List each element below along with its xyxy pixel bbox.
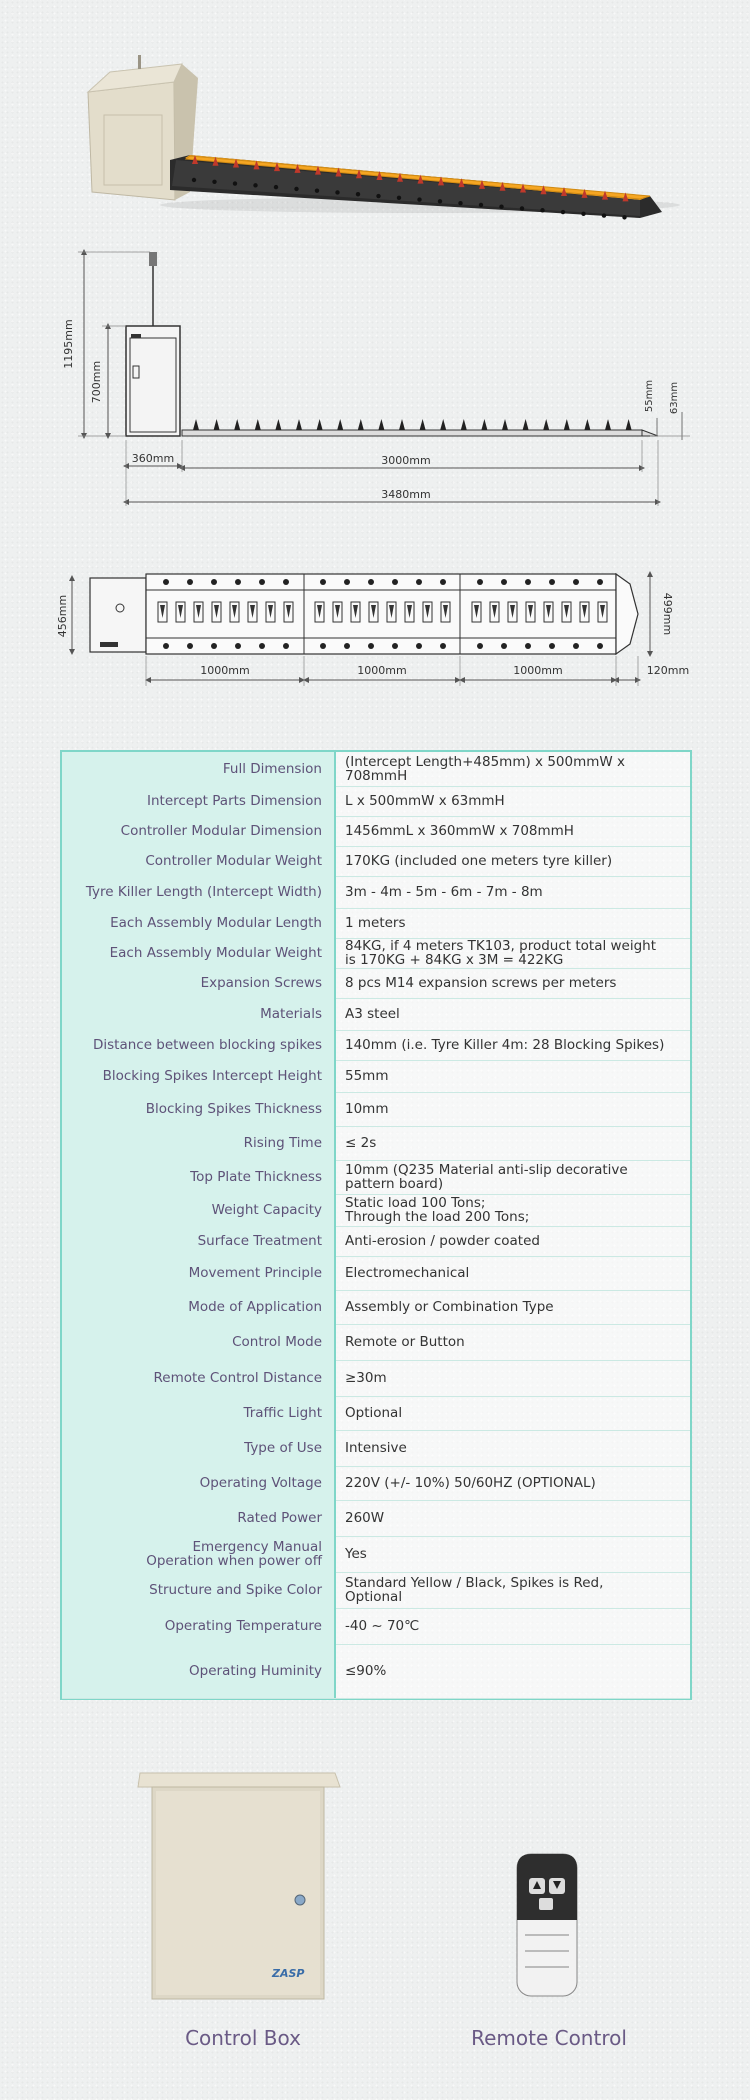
render-spike <box>274 162 280 171</box>
render-bolt <box>397 196 401 200</box>
dim-segment-3: 1000mm <box>513 664 563 677</box>
side-spike <box>440 419 446 430</box>
render-bolt <box>233 181 237 185</box>
top-bolt <box>187 643 193 649</box>
top-bolt <box>320 643 326 649</box>
render-spike <box>213 157 219 166</box>
dim-spike-height: 55mm <box>644 379 655 413</box>
render-bolt <box>540 208 544 212</box>
spec-value: 170KG (included one meters tyre killer) <box>345 852 613 869</box>
side-spike <box>214 419 220 430</box>
spec-label: Distance between blocking spikes <box>62 1030 334 1060</box>
spec-row <box>62 1290 690 1325</box>
render-spike <box>254 160 260 169</box>
spec-row <box>62 816 690 847</box>
top-bolt <box>187 579 193 585</box>
top-bolt <box>235 579 241 585</box>
top-bolt <box>211 579 217 585</box>
spec-label: Rising Time <box>62 1126 334 1160</box>
spec-row <box>62 1194 690 1227</box>
spec-value: (Intercept Length+485mm) x 500mmW x 708mmH <box>345 753 626 784</box>
top-bolt <box>235 643 241 649</box>
spec-value: 1456mmL x 360mmW x 708mmH <box>345 822 574 839</box>
dim-total-length: 3480mm <box>381 488 431 501</box>
side-cabinet <box>126 252 180 436</box>
spec-label: Each Assembly Modular Weight <box>62 938 334 968</box>
dim-plate-height: 63mm <box>669 381 680 415</box>
render-spike <box>192 155 198 164</box>
spec-value: 140mm (i.e. Tyre Killer 4m: 28 Blocking Spikes) <box>345 1036 665 1053</box>
spec-label: Blocking Spikes Intercept Height <box>62 1060 334 1092</box>
top-bolt <box>597 643 603 649</box>
spec-table <box>60 750 692 1700</box>
top-bolt <box>477 579 483 585</box>
top-bolt <box>368 643 374 649</box>
side-spike <box>481 419 487 430</box>
spec-row <box>62 1360 690 1397</box>
top-bolt <box>440 643 446 649</box>
top-bolt <box>344 643 350 649</box>
top-bolt <box>320 579 326 585</box>
spec-row <box>62 1256 690 1291</box>
spec-value: 10mm <box>345 1100 389 1117</box>
spec-row <box>62 752 690 787</box>
spec-row <box>62 1396 690 1431</box>
render-spike <box>520 183 526 192</box>
render-spike <box>479 180 485 189</box>
side-spike <box>626 419 632 430</box>
side-spike <box>399 419 405 430</box>
top-bolt <box>525 579 531 585</box>
spec-row <box>62 1060 690 1093</box>
render-bolt <box>212 180 216 184</box>
spec-row <box>62 908 690 939</box>
spec-row <box>62 1500 690 1537</box>
side-spike <box>420 419 426 430</box>
top-bolt <box>211 643 217 649</box>
spec-row <box>62 1430 690 1467</box>
top-bolt <box>259 643 265 649</box>
spec-value: ≤ 2s <box>345 1134 377 1151</box>
spec-value: Optional <box>345 1404 403 1421</box>
spec-label: Controller Modular Dimension <box>62 816 334 846</box>
spec-label: Top Plate Thickness <box>62 1160 334 1194</box>
spec-label: Type of Use <box>62 1430 334 1466</box>
render-spike <box>623 192 629 201</box>
control-box-brand: ZASP <box>272 1967 305 1980</box>
dim-height-total: 1195mm <box>62 319 75 369</box>
spec-label: Expansion Screws <box>62 968 334 998</box>
side-spike <box>296 419 302 430</box>
render-bolt <box>622 215 626 219</box>
spec-label: Mode of Application <box>62 1290 334 1324</box>
side-spike <box>275 419 281 430</box>
render-bolt <box>438 199 442 203</box>
side-spike <box>584 419 590 430</box>
spec-row <box>62 968 690 999</box>
top-bolt <box>440 579 446 585</box>
side-spike <box>543 419 549 430</box>
dim-box-width: 360mm <box>131 452 175 465</box>
top-bolt <box>573 579 579 585</box>
spec-value: Static load 100 Tons; Through the load 200 Tons; <box>345 1194 530 1225</box>
spec-label: Controller Modular Weight <box>62 846 334 876</box>
spec-value: 3m - 4m - 5m - 6m - 7m - 8m <box>345 883 543 900</box>
side-spike <box>317 419 323 430</box>
render-bolt <box>479 203 483 207</box>
spec-value: 1 meters <box>345 914 406 931</box>
spec-row <box>62 1572 690 1609</box>
spec-label: Operating Voltage <box>62 1466 334 1500</box>
top-bolt <box>368 579 374 585</box>
top-bolt <box>573 643 579 649</box>
spec-row <box>62 1226 690 1257</box>
spec-value: Standard Yellow / Black, Spikes is Red, Optional <box>345 1574 604 1605</box>
remote-stop-button <box>539 1898 553 1910</box>
spec-label: Blocking Spikes Thickness <box>62 1092 334 1126</box>
remote-control-image <box>505 1850 595 2005</box>
top-view-diagram <box>0 560 750 690</box>
spec-label: Movement Principle <box>62 1256 334 1290</box>
caption-control-box: Control Box <box>185 2026 301 2050</box>
dim-segment-1: 1000mm <box>200 664 250 677</box>
spec-row <box>62 1030 690 1061</box>
dim-segment-2: 1000mm <box>357 664 407 677</box>
spec-row <box>62 786 690 817</box>
spec-value: 260W <box>345 1509 385 1526</box>
render-bolt <box>417 197 421 201</box>
spec-label: Operating Temperature <box>62 1608 334 1644</box>
top-bolt <box>501 579 507 585</box>
side-spike <box>255 419 261 430</box>
render-spike <box>602 191 608 200</box>
render-bolt <box>376 194 380 198</box>
dim-height-box: 700mm <box>90 360 103 404</box>
spec-row <box>62 1536 690 1573</box>
side-spike <box>234 419 240 430</box>
side-view-diagram <box>0 240 750 520</box>
spec-label: Remote Control Distance <box>62 1360 334 1396</box>
top-bolt <box>501 643 507 649</box>
spec-label: Tyre Killer Length (Intercept Width) <box>62 876 334 908</box>
spec-value: 10mm (Q235 Material anti-slip decorative pattern board) <box>345 1161 628 1192</box>
top-bolt <box>283 643 289 649</box>
spec-label: Traffic Light <box>62 1396 334 1430</box>
spec-label: Surface Treatment <box>62 1226 334 1256</box>
spec-value: ≥30m <box>345 1369 387 1386</box>
spec-row <box>62 846 690 877</box>
spec-divider <box>334 752 336 1698</box>
side-spike <box>378 419 384 430</box>
spec-label: Intercept Parts Dimension <box>62 786 334 816</box>
render-spikes <box>0 0 750 230</box>
spec-row <box>62 1324 690 1361</box>
top-bolt <box>416 643 422 649</box>
render-spike <box>459 178 465 187</box>
spec-label: Weight Capacity <box>62 1194 334 1226</box>
spec-row <box>62 1644 690 1699</box>
spec-value: -40 ~ 70℃ <box>345 1617 420 1634</box>
spec-value: Assembly or Combination Type <box>345 1298 554 1315</box>
render-spike <box>582 189 588 198</box>
top-bolt <box>477 643 483 649</box>
render-spike <box>336 167 342 176</box>
side-spike <box>502 419 508 430</box>
dim-width: 456mm <box>56 594 69 638</box>
render-bolt <box>294 187 298 191</box>
render-spike <box>418 175 424 184</box>
spec-label: Control Mode <box>62 1324 334 1360</box>
dim-intercept-length: 3000mm <box>381 454 431 467</box>
render-spike <box>438 176 444 185</box>
render-spike <box>561 187 567 196</box>
top-bolt <box>392 643 398 649</box>
spec-label: Full Dimension <box>62 752 334 786</box>
render-spike <box>377 171 383 180</box>
render-spike <box>295 164 301 173</box>
side-spike <box>193 419 199 430</box>
render-spike <box>500 182 506 191</box>
side-spikes <box>193 419 632 430</box>
render-spike <box>541 185 547 194</box>
spec-row <box>62 1160 690 1195</box>
side-spike <box>605 419 611 430</box>
render-bolt <box>499 205 503 209</box>
render-bolt <box>274 185 278 189</box>
spec-row <box>62 1466 690 1501</box>
render-bolt <box>192 178 196 182</box>
render-bolt <box>253 183 257 187</box>
dim-plate-width: 499mm <box>661 592 674 636</box>
spec-label: Each Assembly Modular Length <box>62 908 334 938</box>
top-cabinet <box>90 578 146 652</box>
top-bolt <box>416 579 422 585</box>
caption-remote-control: Remote Control <box>471 2026 627 2050</box>
spec-label: Emergency Manual Operation when power off <box>62 1536 334 1572</box>
spec-label: Structure and Spike Color <box>62 1572 334 1608</box>
spec-value: L x 500mmW x 63mmH <box>345 792 505 809</box>
top-bolt <box>163 643 169 649</box>
side-spike <box>564 419 570 430</box>
side-spike <box>523 419 529 430</box>
render-bolt <box>602 213 606 217</box>
control-box-image <box>130 1765 350 2005</box>
spec-value: 55mm <box>345 1067 389 1084</box>
top-bolt <box>259 579 265 585</box>
render-bolt <box>315 188 319 192</box>
top-bolt <box>549 643 555 649</box>
render-bolt <box>356 192 360 196</box>
spec-row <box>62 1126 690 1161</box>
dim-ramp: 120mm <box>646 664 690 677</box>
render-bolt <box>335 190 339 194</box>
spec-value: A3 steel <box>345 1005 400 1022</box>
spec-label: Rated Power <box>62 1500 334 1536</box>
spec-value: Remote or Button <box>345 1333 465 1350</box>
top-bolt <box>283 579 289 585</box>
top-bolt <box>163 579 169 585</box>
spec-value: Yes <box>345 1545 367 1562</box>
spec-value: 8 pcs M14 expansion screws per meters <box>345 974 617 991</box>
spec-value: 220V (+/- 10%) 50/60HZ (OPTIONAL) <box>345 1474 596 1491</box>
top-bolt <box>525 643 531 649</box>
spec-value: Anti-erosion / powder coated <box>345 1232 540 1249</box>
render-spike <box>356 169 362 178</box>
spec-value: 84KG, if 4 meters TK103, product total weight is 170KG + 84KG x 3M = 422KG <box>345 937 657 968</box>
render-spike <box>397 173 403 182</box>
side-plate <box>182 430 658 436</box>
spec-row <box>62 1092 690 1127</box>
spec-value: ≤90% <box>345 1662 387 1679</box>
side-spike <box>337 419 343 430</box>
spec-row <box>62 938 690 969</box>
side-spike <box>358 419 364 430</box>
render-bolt <box>581 212 585 216</box>
render-spike <box>315 166 321 175</box>
side-spike <box>461 419 467 430</box>
render-bolt <box>520 206 524 210</box>
top-bolt <box>597 579 603 585</box>
spec-value: Intensive <box>345 1439 407 1456</box>
render-spike <box>233 159 239 168</box>
spec-label: Materials <box>62 998 334 1030</box>
top-bolt <box>392 579 398 585</box>
top-bolt <box>344 579 350 585</box>
spec-label: Operating Huminity <box>62 1644 334 1698</box>
spec-value: Electromechanical <box>345 1264 470 1281</box>
render-bolt <box>561 210 565 214</box>
spec-row <box>62 1608 690 1645</box>
top-bolt <box>549 579 555 585</box>
render-bolt <box>458 201 462 205</box>
spec-row <box>62 876 690 909</box>
spec-row <box>62 998 690 1031</box>
